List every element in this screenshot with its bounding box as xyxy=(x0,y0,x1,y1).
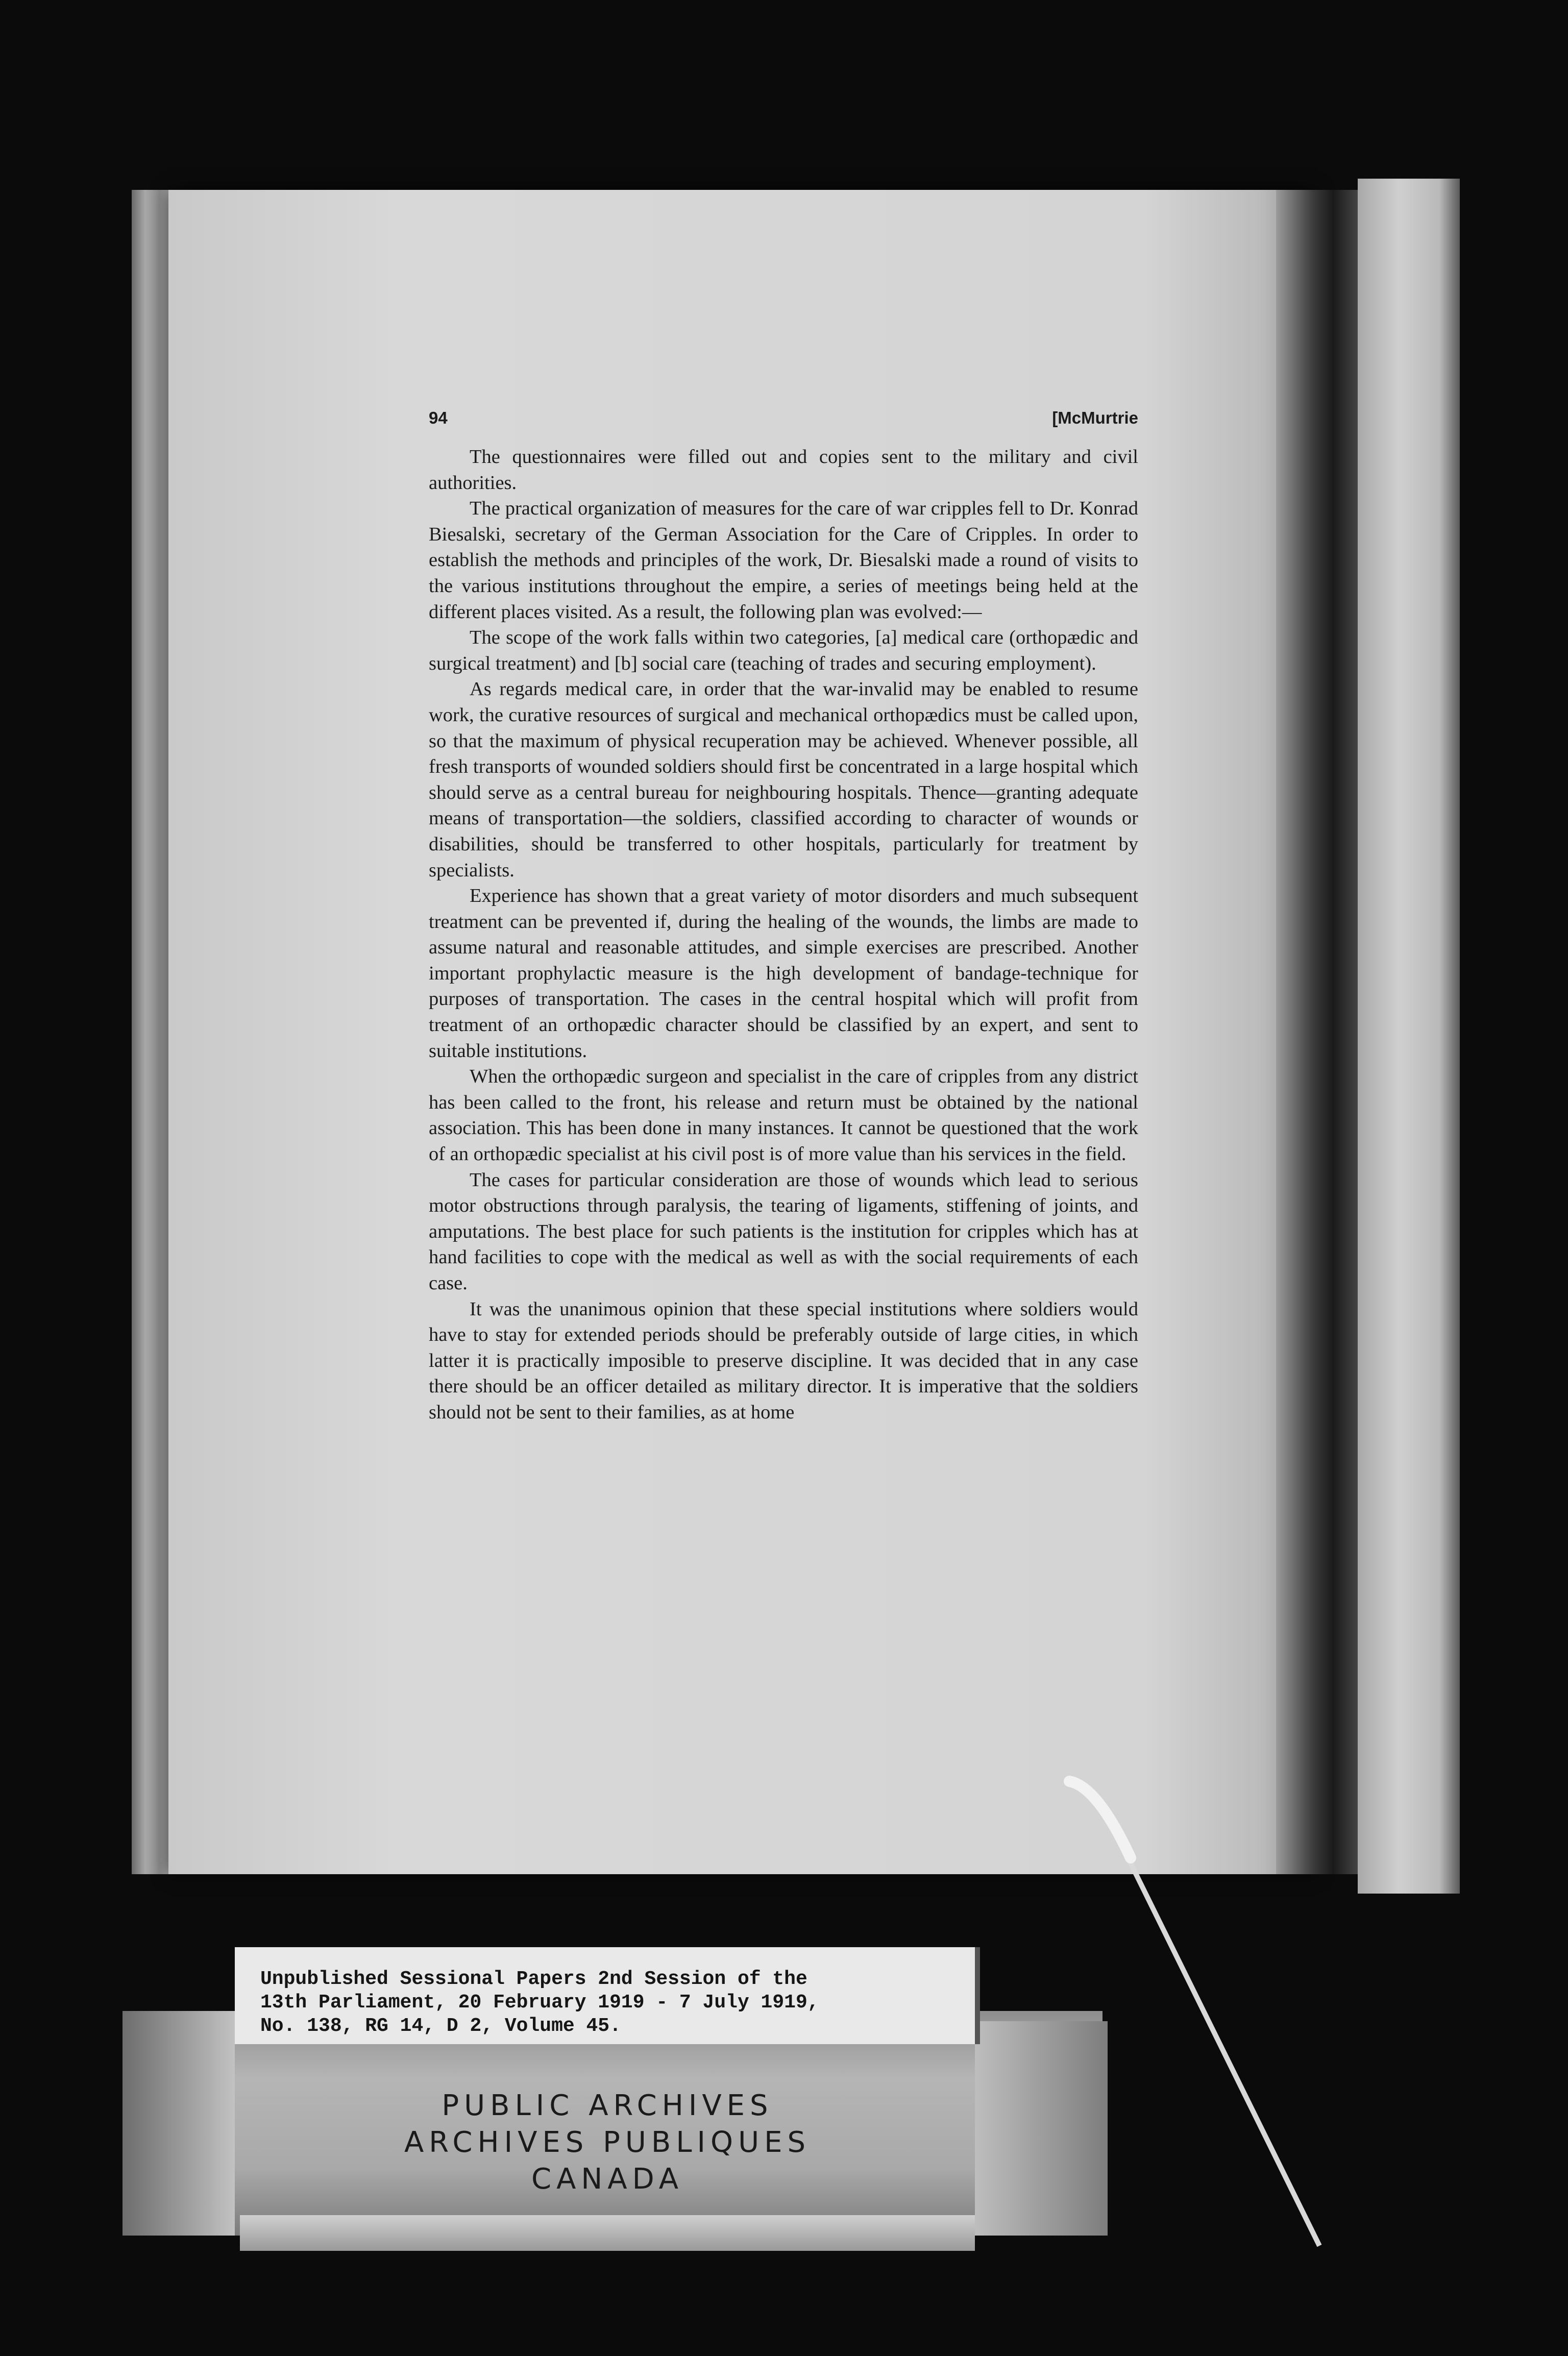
paragraph: It was the unanimous opinion that these special institutions where soldiers would have to stay for extended periods should be preferably outside of large cities, in which latter it is practically imposible to preserve discipline. It was decided that in any case there should be an officer detailed as military director. It is imperative that the soldiers should not be sent to their families, as at home xyxy=(429,1298,1138,1423)
paragraph: Experience has shown that a great variety of motor disorders and much subsequent treatment can be prevented if, during the healing of the wounds, the limbs are made to assume natural and reasonable attitudes, and simple exercises are prescribed. Another important prophylactic measure is the high development of bandage-technique for purposes of transportation. The cases in the central hospital which will profit from treatment of an orthopædic character should be classified by an expert, and sent to suitable institutions. xyxy=(429,885,1138,1062)
facing-page-edge xyxy=(1358,179,1460,1894)
stamp-line: CANADA xyxy=(531,2163,684,2196)
paragraph: The scope of the work falls within two categories, [a] medical care (orthopædic and surgical treatment) and [b] social care (teaching of trades and securing employment). xyxy=(429,627,1138,674)
stamp-line: PUBLIC ARCHIVES xyxy=(442,2089,773,2122)
paragraph: The questionnaires were filled out and copies sent to the military and civil authorities. xyxy=(429,446,1138,494)
paragraph: The cases for particular consideration are those of wounds which lead to serious motor obstructions through paralysis, the tearing of ligaments, stiffening of joints, and amputations. The best place for such patients is the institution for cripples which has at hand facilities to cope with the medical as well as with the social requirements of each case. xyxy=(429,1169,1138,1294)
label-line: No. 138, RG 14, D 2, Volume 45. xyxy=(260,2015,621,2037)
page-number: 94 xyxy=(429,408,448,427)
archives-stamp xyxy=(306,2088,909,2215)
archive-strip-right xyxy=(975,2021,1108,2236)
body-text xyxy=(429,444,1138,1426)
label-line: Unpublished Sessional Papers 2nd Session of the xyxy=(260,1968,807,1990)
running-title: [McMurtrie xyxy=(1052,408,1138,427)
stamp-line: ARCHIVES PUBLIQUES xyxy=(404,2126,811,2159)
running-head xyxy=(429,408,1138,431)
book-gutter xyxy=(1276,190,1358,1874)
paragraph: As regards medical care, in order that the war-invalid may be enabled to resume work, the curative resources of surgical and mechanical orthopædics must be called upon, so that the maximum of physical recuperation may be achieved. Whenever possible, all fresh transports of wounded soldiers should first be concentrated in a large hospital which should serve as a central bureau for neighbouring hospitals. Thence—granting adequate means of transportation—the soldiers, classified according to character of wounds or disabilities, should be transferred to other hospitals, particularly for treatment by specialists. xyxy=(429,678,1138,881)
label-line: 13th Parliament, 20 February 1919 - 7 July 1919, xyxy=(260,1992,819,2014)
archive-strip-left xyxy=(122,2011,235,2236)
paragraph: When the orthopædic surgeon and specialist in the care of cripples from any district has been called to the front, his release and return must be obtained by the national association. This has been done in many instances. It cannot be questioned that the work of an orthopædic specialist at his civil post is of more value than his services in the field. xyxy=(429,1066,1138,1165)
paragraph: The practical organization of measures for the care of war cripples fell to Dr. Konrad Biesalski, secretary of the German Association for the Care of Cripples. In order to establish the methods and principles of the work, Dr. Biesalski made a round of visits to the various institutions throughout the empire, a series of meetings being held at the different places visited. As a result, the following plan was evolved:— xyxy=(429,498,1138,623)
bottom-strip xyxy=(240,2215,975,2251)
archive-label-text xyxy=(260,1968,970,2038)
